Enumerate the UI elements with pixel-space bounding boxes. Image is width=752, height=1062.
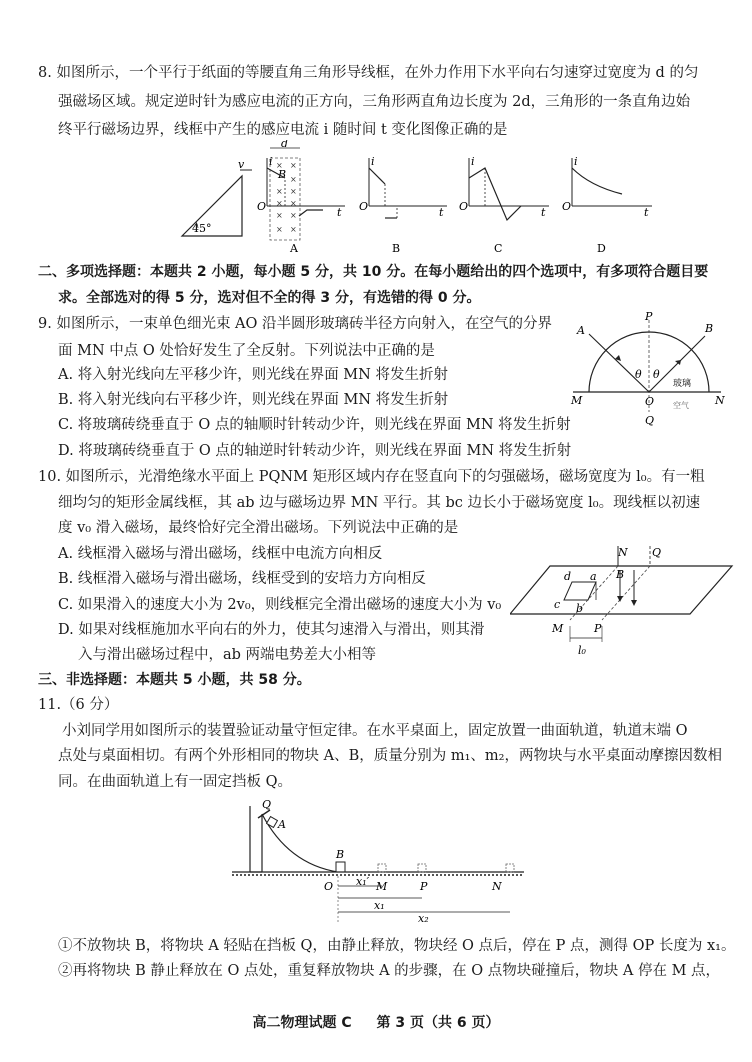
section3-heading: 三、非选择题：本题共 5 小题，共 58 分。 [38,672,311,688]
svg-text:×: × [276,225,283,234]
graph-b [359,155,447,255]
field-label: B [278,168,287,181]
svg-text:x₂: x₂ [418,912,429,925]
option-c: C [494,242,503,255]
svg-text:×: × [276,211,283,220]
q10-line-3: 度 v₀ 滑入磁场，最终恰好完全滑出磁场。下列说法中正确的是 [58,520,459,536]
section2-line-2: 求。全部选对的得 5 分，选对但不全的得 3 分，有选错的得 0 分。 [58,290,481,306]
q8-figure [140,140,660,258]
boundary-qp [602,566,650,620]
svg-text:P: P [645,312,653,323]
svg-text:Q: Q [652,546,662,559]
svg-text:O: O [257,200,267,213]
svg-text:A: A [577,324,585,337]
q9-option-b: B. 将入射光线向右平移少许，则光线在界面 MN 将发生折射 [58,392,449,408]
q9-option-a: A. 将入射光线向左平移少许，则光线在界面 MN 将发生折射 [58,367,448,383]
svg-text:O: O [645,395,655,408]
svg-text:O: O [459,200,469,213]
svg-text:×: × [276,161,283,170]
svg-text:×: × [290,175,297,184]
svg-text:θ: θ [635,368,642,381]
q11-line-4: 同。在曲面轨道上有一固定挡板 Q。 [58,774,292,790]
svg-text:i: i [269,155,273,168]
svg-text:×: × [290,161,297,170]
svg-text:N: N [492,880,502,893]
option-a: A [290,242,298,255]
block-b [336,862,345,872]
q10-line-1: 10. 如图所示，光滑绝缘水平面上 PQNM 矩形区域内存在竖直向下的匀强磁场，磁场宽度为 l₀。有一粗 [38,469,705,485]
svg-text:O: O [359,200,369,213]
svg-text:×: × [276,187,283,196]
svg-text:θ: θ [653,368,660,381]
svg-text:N: N [618,546,628,559]
q11-line-1: 11.（6 分） [38,697,119,713]
svg-text:t: t [644,206,649,219]
svg-text:A: A [278,818,286,831]
svg-text:×: × [290,187,297,196]
q8-line-1: 8. 如图所示，一个平行于纸面的等腰直角三角形导线框，在外力作用下水平向右匀速穿过宽度为 d 的匀 [38,65,699,81]
svg-text:b: b [576,602,584,615]
svg-text:Q: Q [262,798,272,811]
svg-text:×: × [290,199,297,208]
page-footer [0,1012,752,1032]
svg-text:×: × [290,225,297,234]
svg-text:B: B [336,848,345,861]
svg-text:t: t [541,206,546,219]
footer-title: 高二物理试题 C [252,1015,352,1031]
svg-text:t: t [439,206,444,219]
q11-step-2: ②再将物块 B 静止释放在 O 点处，重复释放物块 A 的步骤，在 O 点物块碰撞后，物块 A 停在 M 点， [58,963,721,979]
svg-text:P: P [420,880,428,893]
q10-option-a: A. 线框滑入磁场与滑出磁场，线框中电流方向相反 [58,546,383,562]
width-label: d [281,140,289,150]
svg-text:x₁′: x₁′ [356,875,370,888]
q8-line-3: 终平行磁场边界，线框中产生的感应电流 i 随时间 t 变化图像正确的是 [58,122,508,138]
svg-text:M: M [552,622,564,635]
q10-figure [510,542,735,662]
svg-text:M: M [376,880,388,893]
q9-line-2: 面 MN 中点 O 处恰好发生了全反射。下列说法中正确的是 [58,343,435,359]
svg-text:i: i [471,155,475,168]
svg-text:d: d [564,570,572,583]
incident-ray [589,334,649,392]
svg-text:N: N [715,394,725,407]
q11-figure [228,798,528,926]
footer-page-number: 第 3 页（共 6 页） [376,1015,500,1031]
angle-label: 45° [192,222,212,235]
q11-step-1: ①不放物块 B，将物块 A 轻贴在挡板 Q，由静止释放，物块经 O 点后，停在 P 点，测得 OP 长度为 x₁。 [58,938,736,954]
q8-line-2: 强磁场区域。规定逆时针为感应电流的正方向，三角形两直角边长度为 2d，三角形的一条直角边始 [58,94,691,110]
velocity-label: v [238,158,245,171]
svg-text:i: i [574,155,578,168]
svg-text:i: i [371,155,375,168]
svg-text:B: B [705,322,714,335]
q11-line-2: 小刘同学用如图所示的装置验证动量守恒定律。在水平桌面上，固定放置一曲面轨道，轨道末端 O [62,723,688,739]
svg-text:O: O [562,200,572,213]
option-d: D [597,242,606,255]
svg-text:x₁: x₁ [374,899,385,912]
svg-text:B: B [616,568,625,581]
svg-text:c: c [554,598,561,611]
q10-option-c: C. 如果滑入的速度大小为 2v₀，则线框完全滑出磁场的速度大小为 v₀ [58,597,502,613]
q10-line-2: 细均匀的矩形金属线框，其 ab 边与磁场边界 MN 平行。其 bc 边长小于磁场宽度 l₀。现线框以初速 [58,495,701,511]
q10-option-d: D. 如果对线框施加水平向右的外力，使其匀速滑入与滑出，则其滑 [58,622,485,638]
svg-text:t: t [337,206,342,219]
q9-option-c: C. 将玻璃砖绕垂直于 O 点的轴顺时针转动少许，则光线在界面 MN 将发生折射 [58,417,571,433]
svg-text:l₀: l₀ [578,644,586,657]
q10-option-d-cont: 入与滑出磁场过程中，ab 两端电势差大小相等 [78,647,377,663]
section2-line-1: 二、多项选择题：本题共 2 小题，每小题 5 分，共 10 分。在每小题给出的四个选项中，有多项符合题目要 [38,264,709,280]
q9-line-1: 9. 如图所示，一束单色细光束 AO 沿半圆形玻璃砖半径方向射入，在空气的分界 [38,316,553,332]
triangle-frame [182,176,242,236]
option-b: B [392,242,401,255]
svg-text:空气: 空气 [673,401,689,410]
q10-option-b: B. 线框滑入磁场与滑出磁场，线框受到的安培力方向相反 [58,571,426,587]
q9-figure [565,312,725,430]
graph-d [562,155,652,255]
wire-frame [564,582,596,600]
graph-c [459,155,549,255]
q11-line-3: 点处与桌面相切。有两个外形相同的物块 A、B，质量分别为 m₁、m₂，两物块与水平桌面动摩擦因数相 [58,748,722,764]
svg-text:O: O [324,880,334,893]
svg-text:M: M [571,394,583,407]
svg-text:×: × [290,211,297,220]
svg-text:P: P [594,622,602,635]
q9-option-d: D. 将玻璃砖绕垂直于 O 点的轴逆时针转动少许，则光线在界面 MN 将发生折射 [58,443,572,459]
svg-text:a: a [590,570,597,583]
svg-text:×: × [276,199,283,208]
svg-text:玻璃: 玻璃 [673,379,692,389]
svg-text:Q: Q [645,414,655,427]
